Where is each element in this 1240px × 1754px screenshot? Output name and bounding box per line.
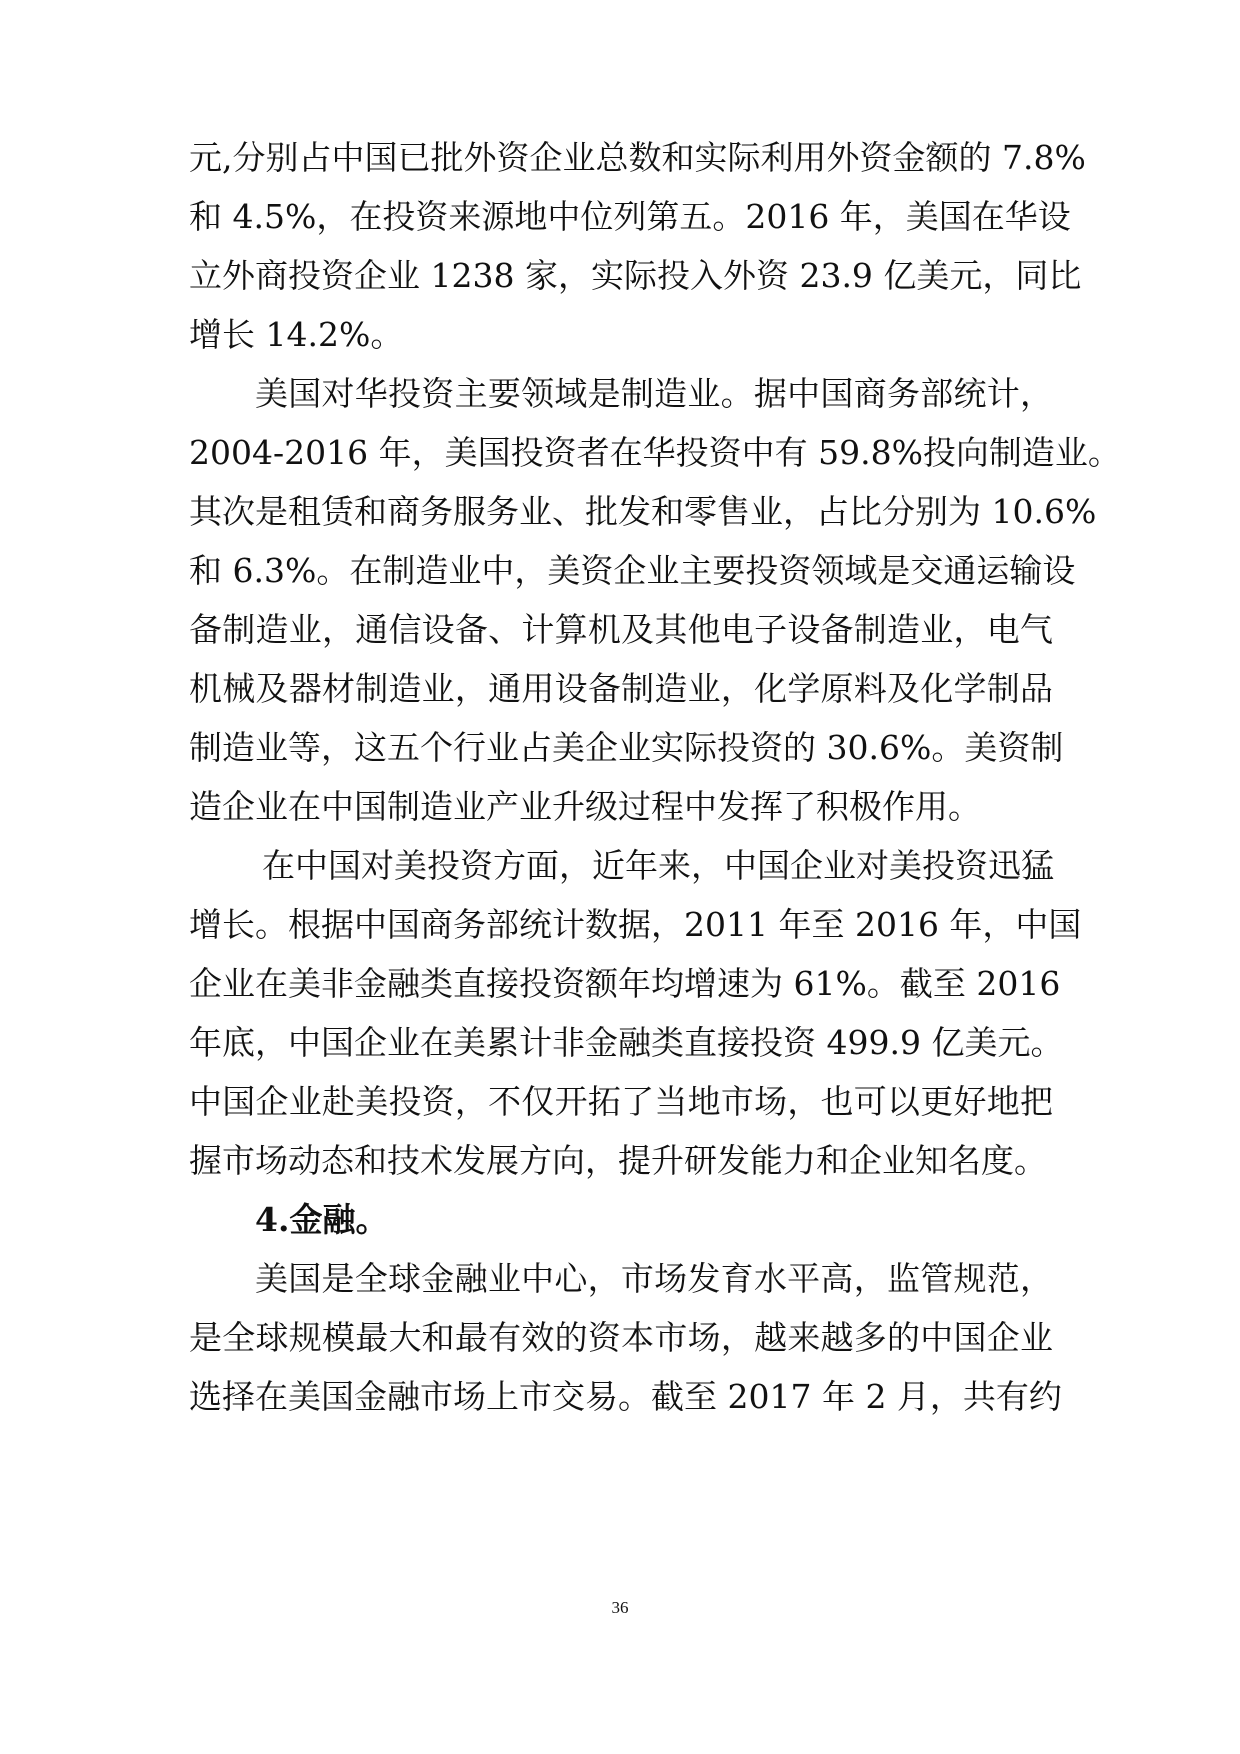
paragraph-line: 和 4.5%，在投资来源地中位列第五。2016 年，美国在华设 (189, 197, 1071, 236)
paragraph-line: 机械及器材制造业，通用设备制造业，化学原料及化学制品 (189, 669, 1053, 708)
paragraph-line: 造企业在中国制造业产业升级过程中发挥了积极作用。 (189, 787, 981, 826)
paragraph-line: 其次是租赁和商务服务业、批发和零售业，占比分别为 10.6% (189, 492, 1097, 531)
paragraph-line: 美国是全球金融业中心，市场发育水平高，监管规范， (255, 1259, 1053, 1298)
paragraph-line: 中国企业赴美投资，不仅开拓了当地市场，也可以更好地把 (189, 1082, 1053, 1121)
paragraph-line: 在中国对美投资方面，近年来，中国企业对美投资迅猛 (262, 846, 1054, 885)
section-heading: 4.金融。 (255, 1200, 389, 1239)
paragraph-line: 元,分别占中国已批外资企业总数和实际利用外资金额的 7.8% (189, 138, 1086, 177)
paragraph-line: 立外商投资企业 1238 家，实际投入外资 23.9 亿美元，同比 (189, 256, 1082, 295)
page-number: 36 (611, 1598, 629, 1617)
paragraph-line: 备制造业，通信设备、计算机及其他电子设备制造业，电气 (189, 610, 1053, 649)
paragraph-line: 增长 14.2%。 (189, 315, 404, 354)
paragraph-line: 企业在美非金融类直接投资额年均增速为 61%。截至 2016 (189, 964, 1061, 1003)
paragraph-line: 年底，中国企业在美累计非金融类直接投资 499.9 亿美元。 (189, 1023, 1064, 1062)
paragraph-line: 选择在美国金融市场上市交易。截至 2017 年 2 月，共有约 (189, 1377, 1062, 1416)
paragraph-line: 和 6.3%。在制造业中，美资企业主要投资领域是交通运输设 (189, 551, 1076, 590)
paragraph-line: 增长。根据中国商务部统计数据，2011 年至 2016 年，中国 (189, 905, 1082, 944)
paragraph-line: 美国对华投资主要领域是制造业。据中国商务部统计， (255, 374, 1053, 413)
paragraph-line: 是全球规模最大和最有效的资本市场，越来越多的中国企业 (189, 1318, 1053, 1357)
paragraph-line: 制造业等，这五个行业占美企业实际投资的 30.6%。美资制 (189, 728, 1064, 767)
paragraph-line: 握市场动态和技术发展方向，提升研发能力和企业知名度。 (189, 1141, 1047, 1180)
paragraph-line: 2004-2016 年，美国投资者在华投资中有 59.8%投向制造业。 (189, 433, 1121, 472)
